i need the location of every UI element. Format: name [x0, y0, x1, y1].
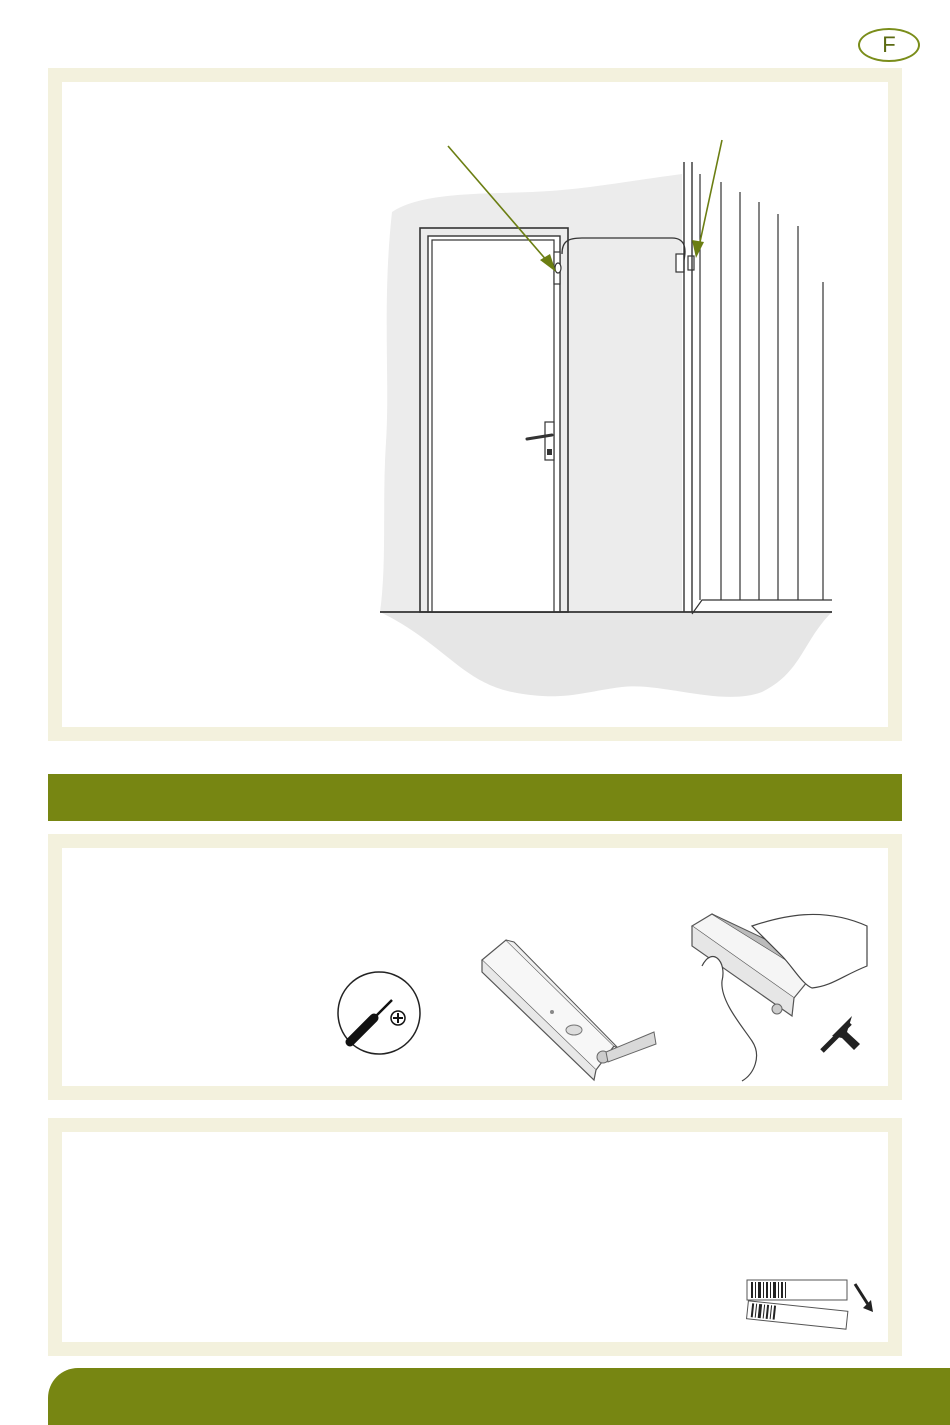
hands-opening-sensor-illustration	[682, 906, 882, 1086]
door-installation-illustration	[62, 82, 888, 727]
push-arrow-icon	[832, 1016, 860, 1050]
door-magnet	[555, 263, 561, 273]
language-badge: F	[858, 28, 920, 62]
pointer-arrowhead-wall	[692, 240, 704, 258]
door-illustration-panel	[48, 68, 902, 741]
door-sensor-with-tab-illustration	[478, 920, 668, 1085]
wall-receiver	[676, 254, 684, 272]
section-header-band	[48, 774, 902, 821]
door-lock	[547, 449, 552, 455]
footer-band	[48, 1368, 950, 1425]
floor-shading	[380, 612, 832, 697]
door-leaf	[432, 240, 554, 612]
labels-panel	[48, 1118, 902, 1356]
opening-instructions-panel	[48, 834, 902, 1100]
down-arrow-icon	[855, 1284, 869, 1306]
wall-receiver-2	[688, 256, 694, 270]
phillips-screwdriver-icon	[336, 970, 422, 1056]
pointer-arrow-wall-receiver	[700, 140, 722, 242]
barcode-labels-illustration	[727, 1272, 877, 1342]
